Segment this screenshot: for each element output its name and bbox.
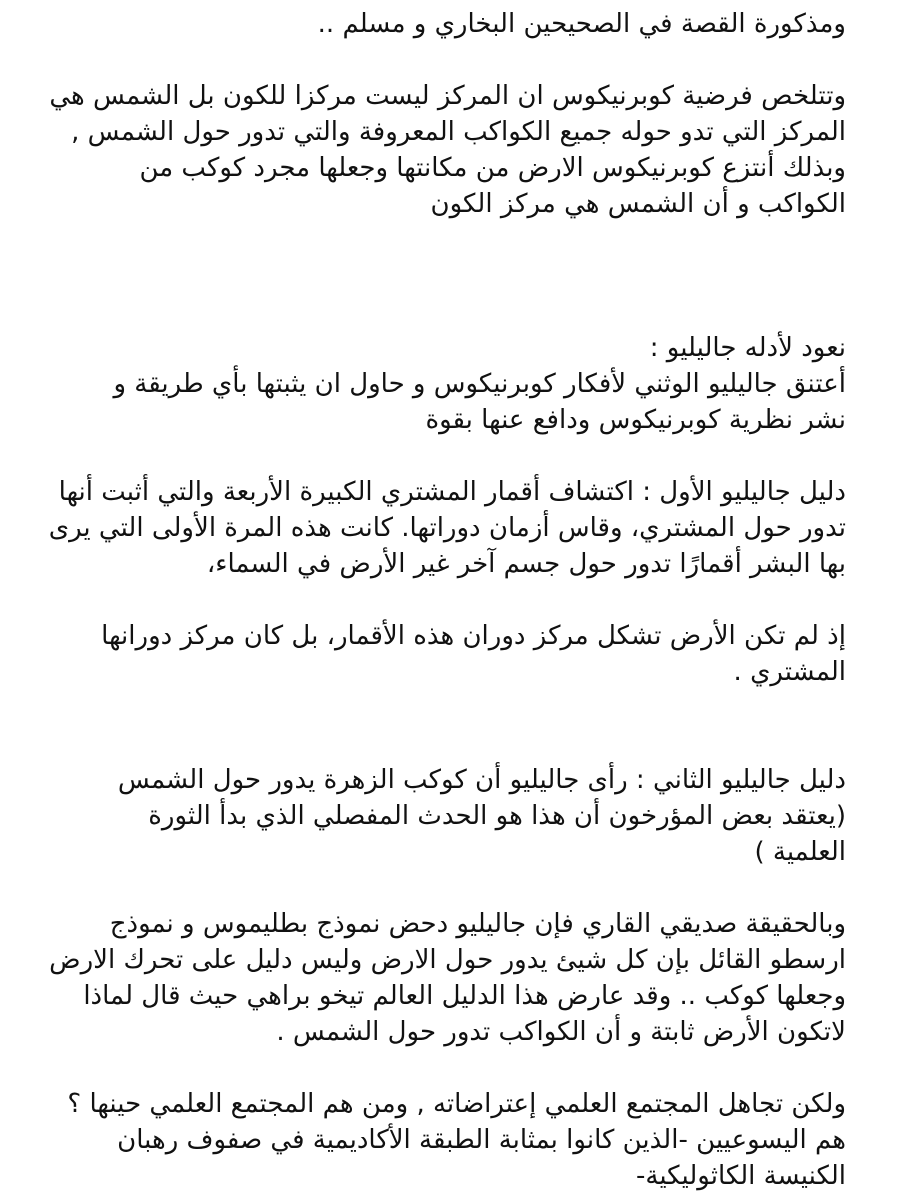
paragraph-copernicus-hypothesis xyxy=(49,78,846,222)
text-line: الكنيسة الكاثوليكية- xyxy=(636,1161,846,1191)
text-line: الكواكب و أن الشمس هي مركز الكون xyxy=(430,189,846,219)
text-line: بها البشر أقمارًا تدور حول جسم آخر غير الأرض في السماء، xyxy=(206,549,846,579)
article-text xyxy=(48,6,846,1194)
text-line: المشتري . xyxy=(733,657,846,687)
paragraph-ptolemy-refuted xyxy=(49,906,846,1050)
text-line: نعود لأدله جاليليو : xyxy=(649,333,846,363)
paragraph-spacer xyxy=(60,690,846,762)
text-line: أعتنق جاليليو الوثني لأفكار كوبرنيكوس و حاول ان يثبتها بأي طريقة و xyxy=(113,369,846,399)
paragraph-galileo-second-evidence xyxy=(60,762,846,870)
paragraph-spacer xyxy=(60,1050,846,1086)
paragraph-spacer xyxy=(60,438,846,474)
text-line: ولكن تجاهل المجتمع العلمي إعتراضاته , ومن هم المجتمع العلمي حينها ؟ xyxy=(67,1089,846,1119)
text-line: وتتلخص فرضية كوبرنيكوس ان المركز ليست مركزا للكون بل الشمس هي xyxy=(49,81,846,111)
text-line: لاتكون الأرض ثابتة و أن الكواكب تدور حول الشمس . xyxy=(276,1017,846,1047)
text-line: هم اليسوعيين -الذين كانوا بمثابة الطبقة الأكاديمية في صفوف رهبان xyxy=(117,1125,846,1155)
text-line: وبالحقيقة صديقي القاري فإن جاليليو دحض نموذج بطليموس و نموذج xyxy=(109,909,846,939)
text-line: دليل جاليليو الأول : اكتشاف أقمار المشتري الكبيرة الأربعة والتي أثبت أنها xyxy=(58,477,846,507)
text-line: إذ لم تكن الأرض تشكل مركز دوران هذه الأقمار، بل كان مركز دورانها xyxy=(101,621,846,651)
text-line: المركز التي تدو حوله جميع الكواكب المعروفة والتي تدور حول الشمس , xyxy=(71,117,846,147)
paragraph-jesuits xyxy=(60,1086,846,1194)
paragraph-jupiter-center xyxy=(60,618,846,690)
paragraph-galileo-first-evidence xyxy=(48,474,846,582)
text-line: وجعلها كوكب .. وقد عارض هذا الدليل العالم تيخو براهي حيث قال لماذا xyxy=(83,981,846,1011)
paragraph-spacer xyxy=(60,582,846,618)
paragraph-galileo-intro xyxy=(60,330,846,438)
paragraph-spacer xyxy=(60,42,846,78)
text-line: وبذلك أنتزع كوبرنيكوس الارض من مكانتها وجعلها مجرد كوكب من xyxy=(139,153,846,183)
paragraph-spacer xyxy=(60,870,846,906)
text-line: دليل جاليليو الثاني : رأى جاليليو أن كوكب الزهرة يدور حول الشمس xyxy=(117,765,846,795)
text-line: تدور حول المشتري، وقاس أزمان دوراتها. كانت هذه المرة الأولى التي يرى xyxy=(48,513,846,543)
text-line: نشر نظرية كوبرنيكوس ودافع عنها بقوة xyxy=(425,405,846,435)
text-line: ومذكورة القصة في الصحيحين البخاري و مسلم .. xyxy=(317,9,846,39)
text-line: ارسطو القائل بإن كل شيئ يدور حول الارض وليس دليل على تحرك الارض xyxy=(49,945,846,975)
text-line: العلمية ) xyxy=(754,837,846,867)
text-line: (يعتقد بعض المؤرخون أن هذا هو الحدث المفصلي الذي بدأ الثورة xyxy=(148,801,846,831)
paragraph-spacer xyxy=(60,222,846,330)
paragraph-bukhari-reference xyxy=(60,6,846,42)
